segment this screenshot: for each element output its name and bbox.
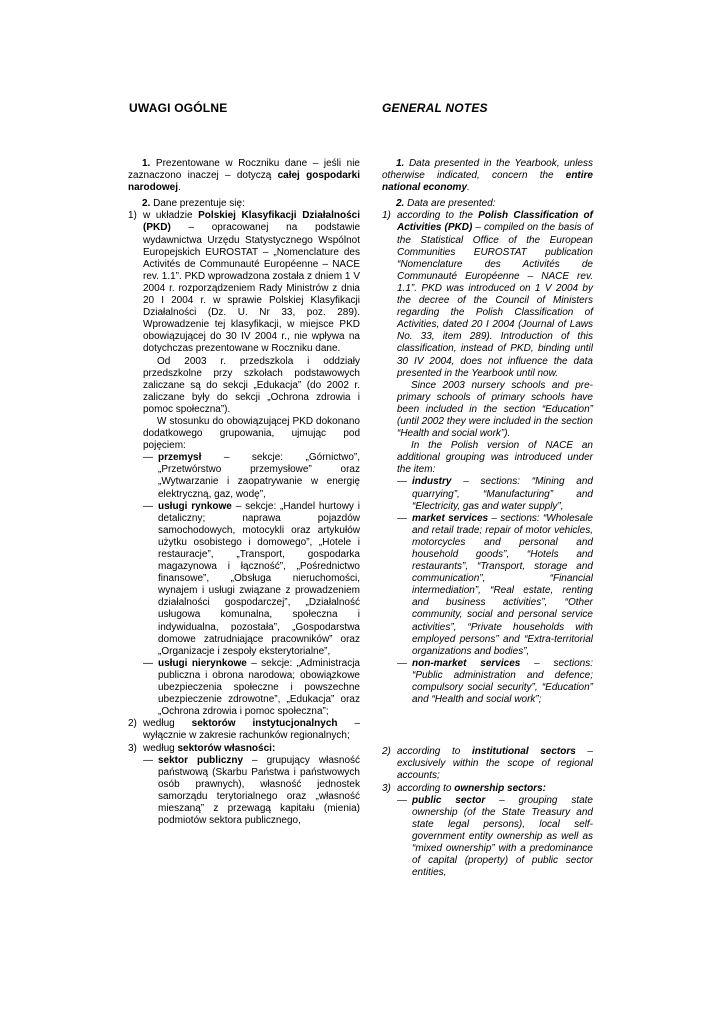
bold-term: sektorów instytucjonalnych <box>191 718 338 730</box>
dash-text: – sekcje: „Administracja publiczna i obrona narodowa; obowiązkowe ubezpieczenia społeczne i powszechne ubezpieczenie zdrowotne”, „Edukacja” oraz „Ochrona zdrowia i pomoc społeczna”; <box>158 657 360 718</box>
dash-item-market-services <box>143 501 360 658</box>
dash-marker: — <box>143 754 153 766</box>
list-paragraph: In the Polish version of NACE an additional grouping was introduced under the item: <box>397 440 593 476</box>
bold-term: institutional sectors <box>471 746 576 758</box>
paragraph-number: 1. <box>142 158 151 169</box>
bold-term: przemysł <box>158 452 202 464</box>
polish-column <box>128 158 360 827</box>
dash-marker: — <box>143 657 153 669</box>
bold-term: sektor publiczny <box>158 754 244 766</box>
list-text: – wyłącznie w zakresie rachunków regionalnych; <box>143 718 361 742</box>
dash-marker: — <box>143 452 153 464</box>
list-item-2 <box>382 746 593 782</box>
bold-term: Polish Classification of Activities (PKD) <box>397 210 593 234</box>
list-text: according to the <box>397 210 479 222</box>
dash-item-market-services <box>397 513 593 658</box>
paragraph-text: Dane prezentuje się: <box>150 198 245 210</box>
list-text: – opracowanej na podstawie wydawnictwa Urzędu Statystycznego Wspólnot Europejskich EUROSTAT – „Nomenclature des Activités de Communauté Européenne – NACE rev. 1.1”. PKD wprowadzona została z dniem 1 V 2004 r. rozporządzeniem Rady Ministrów z dnia 20 I 2004 r. w sprawie Polskiej Klasyfikacji Działalności (Dz. U. Nr 33, poz. 289). Wprowadzenie tej klasyfikacji, w miejsce PKD obowiązującej do 30 IV 2004 r., nie wpływa na dotychczas prezentowane w Roczniku dane. <box>143 222 360 355</box>
list-number: 2) <box>382 746 391 758</box>
dash-item-public-sector <box>143 755 360 828</box>
paragraph-1 <box>128 158 360 194</box>
dash-marker: — <box>397 794 407 806</box>
list-item-3 <box>382 783 593 795</box>
list-number: 3) <box>128 742 137 754</box>
list-text: – exclusively within the scope of regional accounts; <box>397 746 593 782</box>
paragraph-text: Data are presented: <box>404 198 496 210</box>
bold-term: ownership sectors: <box>454 782 546 794</box>
paragraph-2 <box>128 198 360 210</box>
list-paragraph: Since 2003 nursery schools and pre-primary schools of primary schools have been included in the section “Education” (until 2002 they were included in the section “Health and social work”). <box>397 379 593 440</box>
dash-marker: — <box>143 500 153 512</box>
list-text: w układzie <box>143 210 199 222</box>
bold-term: public sector <box>412 794 486 806</box>
dash-marker: — <box>397 657 407 669</box>
dash-text: – sections: “Public administration and defence; compulsory social security”, “Education” and “Health and social work”; <box>412 657 593 706</box>
bold-term: usługi nierynkowe <box>158 657 247 669</box>
bold-term: market services <box>412 512 489 524</box>
list-text: według <box>143 742 178 754</box>
dash-marker: — <box>397 512 407 524</box>
dash-marker: — <box>397 476 407 488</box>
list-text: według <box>143 718 192 730</box>
bold-term: sektorów własności: <box>177 742 276 754</box>
list-item-1 <box>382 210 593 476</box>
dash-text: – sections: “Mining and quarrying”, “Manufacturing” and “Electricity, gas and water supply”, <box>412 476 593 512</box>
paragraph-number: 2. <box>396 198 405 210</box>
bold-term: usługi rynkowe <box>158 500 232 512</box>
dash-item-industry <box>143 452 360 500</box>
dash-item-industry <box>397 476 593 512</box>
paragraph-2 <box>382 198 593 210</box>
bold-term: Polskiej Klasyfikacji Działalności (PKD) <box>143 210 360 234</box>
punctuation: . <box>178 182 181 194</box>
paragraph-number: 1. <box>396 158 405 169</box>
list-number: 2) <box>128 718 137 730</box>
list-text: – compiled on the basis of the Statistical Office of the European Communities EUROSTAT publication “Nomenclature des Activités de Communauté Européenne – NACE rev. 1.1”. PKD was introduced on 1 V 2004 by the decree of the Council of Ministers regarding the Polish Classification of Activities, dated 20 I 2004 (Journal of Laws No. 33, item 289). Introduction of this classification, instead of PKD, binding until 30 IV 2004, does not influence the data presented in the Yearbook until now. <box>397 222 594 379</box>
dash-text: – grupujący własność państwową (Skarbu Państwa i państwowych osób prawnych), własność jednostek samorządu terytorialnego oraz „własność mieszaną” z przewagą kapitału (mienia) podmiotów sektora publicznego, <box>158 754 361 827</box>
dash-item-public-sector <box>397 795 593 880</box>
list-paragraph: Od 2003 r. przedszkola i oddziały przedszkolne przy szkołach podstawowych zaliczane są do sekcji „Edukacja” (do 2002 r. zaliczane były do sekcji „Ochrona zdrowia i pomoc społeczna”). <box>143 355 360 415</box>
bold-term: całej gospodarki narodowej <box>128 170 360 194</box>
punctuation: . <box>467 182 470 194</box>
list-text: according to <box>397 782 455 794</box>
paragraph-1 <box>382 158 593 194</box>
bold-term: industry <box>412 476 452 488</box>
bold-term: non-market services <box>412 657 521 669</box>
list-number: 1) <box>382 210 391 222</box>
dash-text: – sections: “Wholesale and retail trade; repair of motor vehicles, motorcycles and personal and household goods”, “Hotels and restaurants”, “Transport, storage and communication”, “Financial intermediation”, “Real estate, renting and business activities”, “Other community, social and personal service activities”, “Private households with employed persons” and “Extra-territorial organizations and bodies”, <box>412 512 593 657</box>
dash-text: – sekcje: „Górnictwo”, „Przetwórstwo przemysłowe” oraz „Wytwarzanie i zaopatrywanie w energię elektryczną, gaz, wodę”, <box>158 452 360 500</box>
paragraph-text: Data presented in the Yearbook, unless otherwise indicated, concern the <box>382 158 593 182</box>
heading-polish: UWAGI OGÓLNE <box>129 101 228 115</box>
dash-item-non-market-services <box>143 658 360 718</box>
list-paragraph: W stosunku do obowiązującej PKD dokonano dodatkowego grupowania, ujmując pod pojęciem: <box>143 415 360 452</box>
dash-item-non-market-services <box>397 658 593 706</box>
list-item-1 <box>128 210 360 452</box>
dash-text: – grouping state ownership (of the State Treasury and state legal persons), local self-government entity ownership as well as “mixed ownership” with a predominance of capital (property) of public sector entities, <box>412 794 593 879</box>
list-item-3 <box>128 743 360 755</box>
paragraph-number: 2. <box>142 198 151 210</box>
list-number: 1) <box>128 210 137 222</box>
paragraph-text: Prezentowane w Roczniku dane – jeśli nie zaznaczono inaczej – dotyczą <box>128 158 360 182</box>
list-item-2 <box>128 718 360 742</box>
list-text: according to <box>397 746 472 758</box>
dash-text: – sekcje: „Handel hurtowy i detaliczny; naprawa pojazdów samochodowych, motocykli oraz artykułów użytku osobistego i domowego”, „Hotele i restauracje”, „Transport, gospodarka magazynowa i łączność”, „Pośrednictwo finansowe”, „Obsługa nieruchomości, wynajem i usługi związane z prowadzeniem działalności gospodarczej”, „Działalność usługowa komunalna, społeczna i indywidualna, pozostała”, „Gospodarstwa domowe zatrudniające pracowników” oraz „Organizacje i zespoły eksterytorialne”, <box>158 500 360 657</box>
list-number: 3) <box>382 782 391 794</box>
heading-english: GENERAL NOTES <box>382 101 488 115</box>
bold-term: entire national economy <box>382 170 593 194</box>
english-column <box>382 158 593 879</box>
